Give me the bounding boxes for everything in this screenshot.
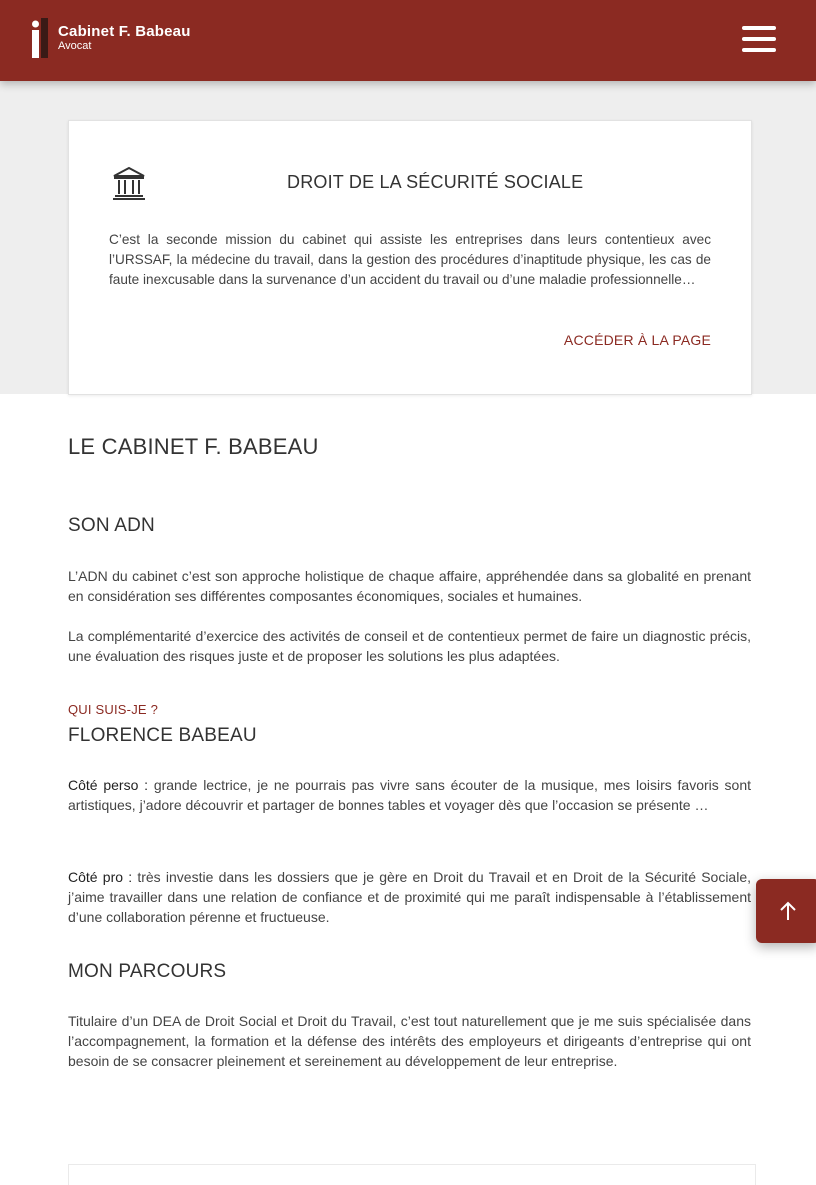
- arrow-up-icon: [778, 900, 798, 922]
- service-card: [68, 120, 752, 395]
- hamburger-icon: [742, 26, 776, 30]
- person-name: FLORENCE BABEAU: [68, 725, 257, 746]
- menu-button[interactable]: [742, 26, 776, 52]
- logo-title: Cabinet F. Babeau: [58, 23, 191, 40]
- institution-icon: [111, 165, 147, 201]
- logo-subtitle: Avocat: [58, 40, 92, 52]
- site-header: [0, 0, 816, 81]
- card-description: C’est la seconde mission du cabinet qui assiste les entreprises dans leurs contentieux avec l’URSSAF, la médecine du travail, dans la gestion des procédures d’inaptitude physique, les cas de faute inexcusable dans la survenance d’un accident du travail ou d’une maladie professionnelle…: [109, 232, 711, 287]
- access-page-link[interactable]: ACCÉDER À LA PAGE: [563, 332, 711, 348]
- adn-block: [68, 515, 751, 537]
- logo-figure-icon: [30, 18, 52, 58]
- adn-title: SON ADN: [68, 515, 155, 536]
- pro-text: très investie dans les dossiers que je gère en Droit du Travail et en Droit de la Sécurité Sociale, j’aime travailler dans une relation de confiance et de proximité qui me paraît indispensable à l’établissement d’une collaboration pérenne et fructueuse.: [68, 869, 751, 925]
- adn-paragraph-2: La complémentarité d’exercice des activités de conseil et de contentieux permet de faire un diagnostic précis, une évaluation des risques juste et de proposer les solutions les plus adaptées.: [68, 628, 751, 664]
- cabinet-section: [68, 434, 751, 460]
- perso-paragraph: [68, 775, 751, 815]
- logo[interactable]: [30, 18, 191, 58]
- parcours-title: MON PARCOURS: [68, 961, 227, 982]
- card-title: DROIT DE LA SÉCURITÉ SOCIALE: [287, 172, 584, 192]
- perso-label: Côté perso :: [68, 777, 149, 793]
- next-card-edge: [68, 1164, 756, 1185]
- adn-paragraph-1: L’ADN du cabinet c’est son approche holistique de chaque affaire, appréhendée dans sa globalité en prenant en considération ses différentes composantes économiques, sociales et humaines.: [68, 568, 751, 604]
- scroll-to-top-button[interactable]: [756, 879, 816, 943]
- parcours-paragraph: Titulaire d’un DEA de Droit Social et Droit du Travail, c’est tout naturellement que je me suis spécialisée dans l’accompagnement, la formation et la défense des intérêts des employeurs et dirigeants d’entreprise qui ont besoin de se consacrer pleinement et sereinement au développement de leur entreprise.: [68, 1013, 751, 1069]
- perso-text: grande lectrice, je ne pourrais pas vivre sans écouter de la musique, mes loisirs favoris sont artistiques, j’adore découvrir et partager de bonnes tables et voyager dès que l’occasion se présente …: [68, 777, 751, 813]
- pro-label: Côté pro :: [68, 869, 133, 885]
- section-title: LE CABINET F. BABEAU: [68, 434, 319, 459]
- pro-paragraph: [68, 867, 751, 927]
- who-am-i-kicker: QUI SUIS-JE ?: [68, 702, 159, 717]
